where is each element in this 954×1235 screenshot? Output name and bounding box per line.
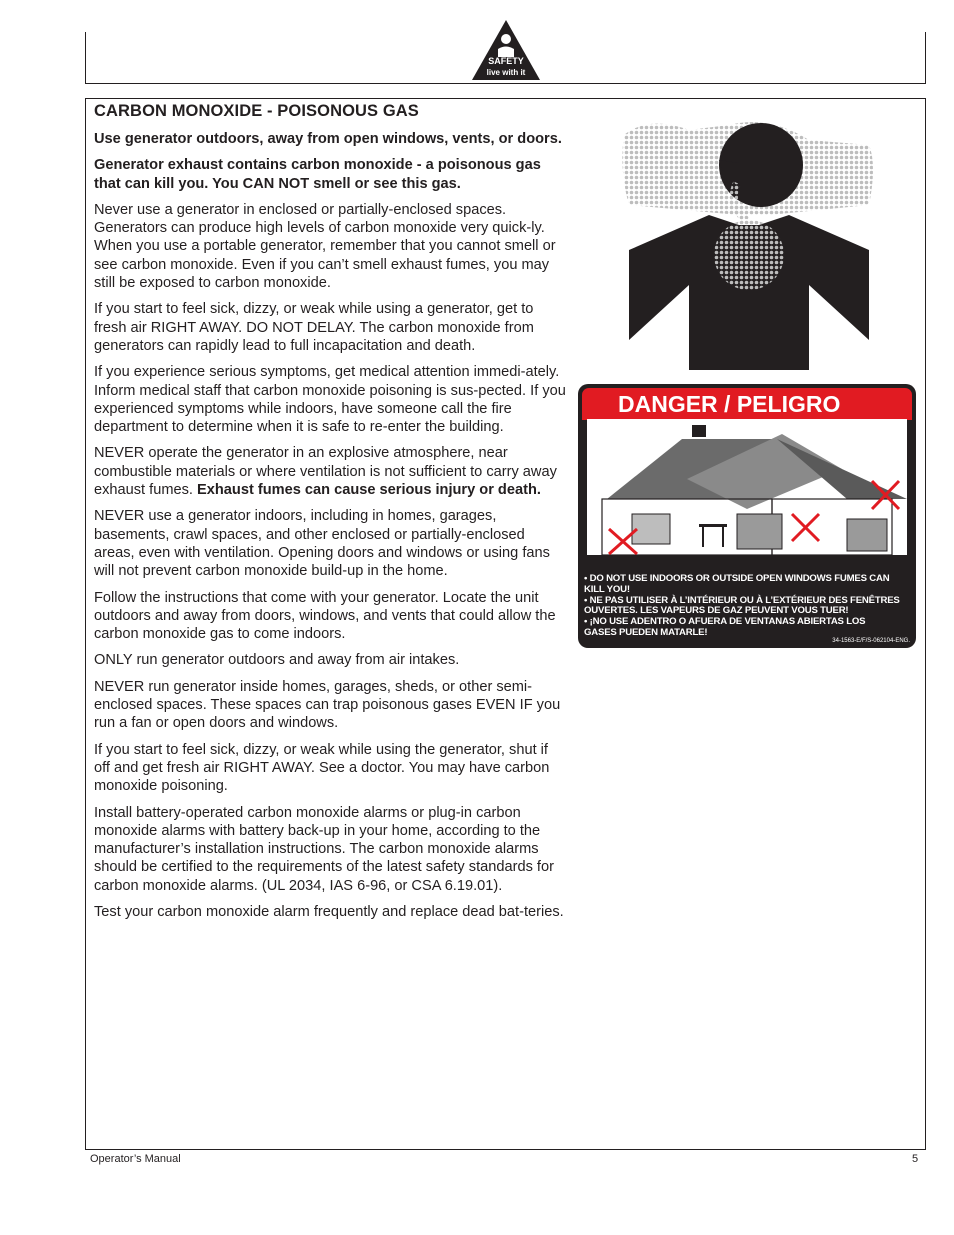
safety-live-with-it-logo (471, 19, 541, 81)
danger-line-1: • DO NOT USE INDOORS OR OUTSIDE OPEN WINDOWS FUMES CAN (584, 573, 890, 584)
footer-manual-title: Operator’s Manual (90, 1153, 181, 1165)
paragraph-2: Generator exhaust contains carbon monoxide - a poisonous gas that can kill you. You CAN NOT smell or see this gas. (94, 157, 541, 192)
paragraph-6-text: NEVER operate the generator in an explosive atmosphere, near combustible materials or where ventilation is not sufficient to carry away exhaust fumes. (94, 445, 557, 499)
danger-line-4: OUVERTES. LES VAPEURS DE GAZ PEUVENT VOUS TUER! (584, 605, 849, 617)
header-rule-right (925, 32, 926, 84)
paragraph-3: Never use a generator in enclosed or partially-enclosed spaces. Generators can produce high levels of carbon monoxide very quick-ly. When you use a portable generator, remember that you cannot smell or see carbon monoxide. Even if you can’t smell exhaust fumes, you may still be exposed to carbon monoxide. (94, 201, 556, 292)
danger-line-3: • NE PAS UTILISER À L’INTÉRIEUR OU À L’EXTÉRIEUR DES FENÊTRES (584, 594, 900, 606)
paragraph-9: ONLY run generator outdoors and away from air intakes. (94, 652, 460, 669)
text-column (94, 102, 566, 929)
danger-warning-text (584, 574, 914, 639)
danger-label-code: 34-1563-E/F/S-062104-ENG. (832, 638, 910, 644)
paragraph-12: Install battery-operated carbon monoxide alarms or plug-in carbon monoxide alarms with battery back-up in your home, according to the manufacturer’s installation instructions. The carbon monoxide alarms should be certified to the requirements of the latest safety standards for carbon monoxide alarms. (UL 2034, IAS 6-96, or CSA 6.19.01). (94, 804, 554, 894)
paragraph-6-bold: Exhaust fumes can cause serious injury or death. (197, 482, 541, 499)
section-title: CARBON MONOXIDE - POISONOUS GAS (94, 102, 419, 120)
paragraph-7: NEVER use a generator indoors, including in homes, garages, basements, crawl spaces, and other enclosed or partially-enclosed areas, even with ventilation. Opening doors and windows or using fans will not prevent carbon monoxide build-up in the home. (94, 508, 550, 580)
paragraph-6 (94, 444, 566, 499)
logo-line2: live with it (486, 68, 526, 77)
danger-line-5: • ¡NO USE ADENTRO O AFUERA DE VENTANAS ABIERTAS LOS (584, 616, 866, 628)
danger-line-2: KILL YOU! (584, 583, 630, 595)
danger-line-6: GASES PUEDEN MATARLE! (584, 626, 708, 638)
danger-header: DANGER / PELIGRO (582, 388, 912, 420)
danger-label (578, 384, 916, 648)
poison-gas-figure-icon (619, 115, 879, 370)
paragraph-1: Use generator outdoors, away from open windows, vents, or doors. (94, 131, 562, 147)
page-number: 5 (912, 1153, 919, 1165)
paragraph-13: Test your carbon monoxide alarm frequently and replace dead bat-teries. (94, 903, 564, 920)
house-generator-scene-icon (587, 419, 907, 555)
header-rule-left (85, 32, 86, 84)
paragraph-5: If you experience serious symptoms, get medical attention immedi-ately. Inform medical staff that carbon monoxide poisoning is sus-pected. If you experienced symptoms while indoors, have someone call the fire department to determine when it is safe to re-enter the building. (94, 364, 566, 436)
paragraph-4: If you start to feel sick, dizzy, or weak while using a generator, get to fresh air RIGHT AWAY. DO NOT DELAY. The carbon monoxide from generators can rapidly lead to full incapacitation and death. (94, 301, 534, 354)
header-rule-bottom (85, 83, 926, 84)
logo-line1: SAFETY (488, 56, 524, 66)
paragraph-11: If you start to feel sick, dizzy, or weak while using the generator, shut if off and get fresh air RIGHT AWAY. See a doctor. You may have carbon monoxide poisoning. (94, 741, 550, 795)
paragraph-8: Follow the instructions that come with your generator. Locate the unit outdoors and away from doors, windows, and vents that could allow the carbon monoxide gas to come indoors. (94, 589, 556, 643)
paragraph-10: NEVER run generator inside homes, garages, sheds, or other semi-enclosed spaces. These spaces can trap poisonous gases EVEN IF you run a fan or open doors and windows. (94, 678, 561, 732)
